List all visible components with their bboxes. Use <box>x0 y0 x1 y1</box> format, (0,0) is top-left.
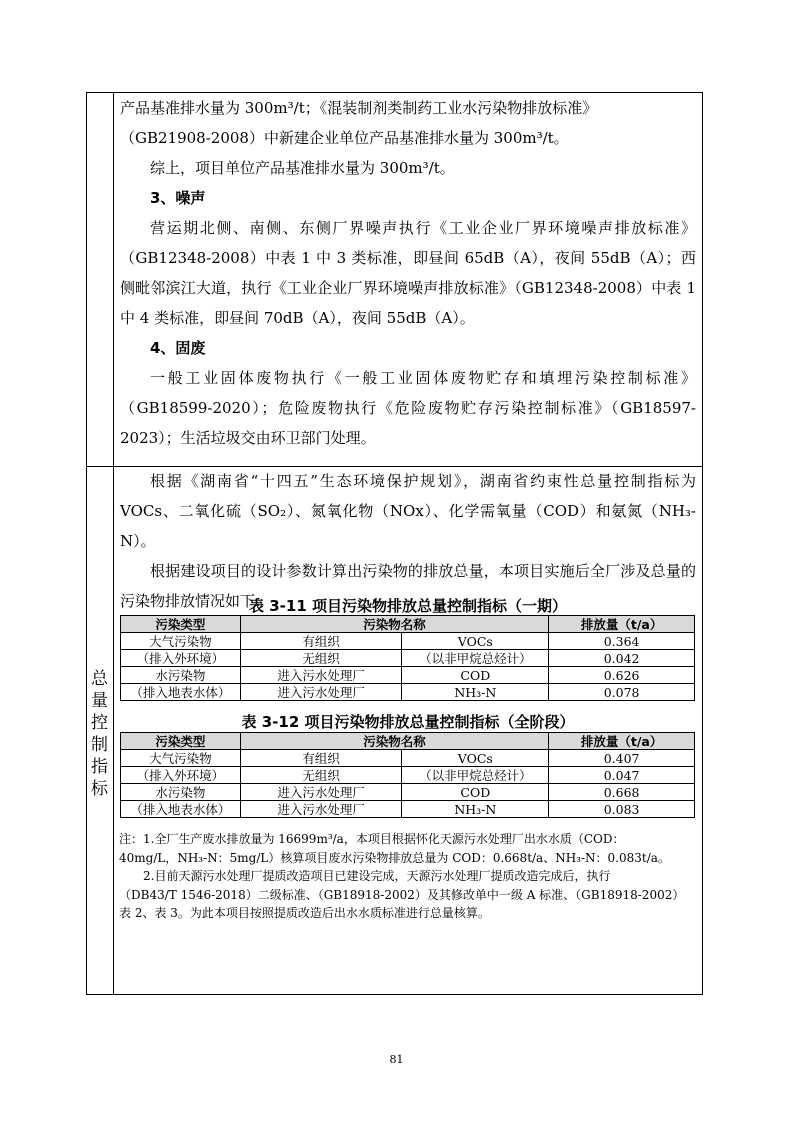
cell-type: （排入地表水体） <box>121 801 241 818</box>
table-row <box>121 650 695 667</box>
water-standard-line1: 产品基准排水量为 300m³/t；《混装制剂类制药工业水污染物排放标准》 <box>120 99 598 117</box>
table-row <box>121 784 695 801</box>
cell-type: （排入外环境） <box>121 650 241 667</box>
side-label-char: 量 <box>91 691 108 711</box>
standards-section <box>120 93 696 453</box>
cell-subtype: 进入污水处理厂 <box>240 667 402 684</box>
side-label-char: 控 <box>91 713 108 733</box>
table-header-row <box>121 616 695 633</box>
solid-waste-heading: 4、固废 <box>150 339 206 357</box>
cell-pollutant: （以非甲烷总烃计） <box>402 767 549 784</box>
table-header-row <box>121 733 695 750</box>
total-control-intro: 根据《湖南省“十四五”生态环境保护规划》，湖南省约束性总量控制指标为 VOCs、二氧化硫（SO₂）、氮氧化物（NOx）、化学需氧量（COD）和氨氮（NH₃-N）。 <box>120 472 696 550</box>
cell-amount: 0.078 <box>549 684 695 701</box>
side-label-char: 总 <box>91 669 108 689</box>
cell-type: 水污染物 <box>121 667 241 684</box>
note2-line1: 2.目前天源污水处理厂提质改造项目已建设完成，天源污水处理厂提质改造完成后，执行 <box>143 869 611 883</box>
side-label-char: 指 <box>91 757 108 777</box>
water-summary: 综上，项目单位产品基准排水量为 300m³/t。 <box>150 159 455 177</box>
cell-pollutant: COD <box>402 784 549 801</box>
side-label-char: 标 <box>91 779 108 799</box>
cell-pollutant: NH₃-N <box>402 801 549 818</box>
header-name: 污染物名称 <box>240 733 548 750</box>
cell-amount: 0.083 <box>549 801 695 818</box>
note2-line2: （DB43/T 1546-2018）二级标准、（GB18918-2002）及其修改单中一级 A 标准、（GB18918-2002） <box>119 887 685 902</box>
solid-waste-text: 一般工业固体废物执行《一般工业固体废物贮存和填埋污染控制标准》（GB18599-2020）；危险废物执行《危险废物贮存污染控制标准》（GB18597-2023）；生活垃圾交由环卫部门处理。 <box>120 369 696 447</box>
header-name: 污染物名称 <box>240 616 548 633</box>
table-notes <box>119 830 699 923</box>
note2-line3: 表 2、表 3。为此本项目按照提质改造后出水水质标准进行总量核算。 <box>119 906 490 920</box>
cell-type: （排入外环境） <box>121 767 241 784</box>
cell-type: 大气污染物 <box>121 633 241 650</box>
table2 <box>120 732 695 818</box>
noise-text: 营运期北侧、南侧、东侧厂界噪声执行《工业企业厂界环境噪声排放标准》（GB12348-2008）中表 1 中 3 类标准，即昼间 65dB（A），夜间 55dB（A）；西侧毗邻滨江大道，执行《工业企业厂界环境噪声排放标准》（GB12348-2008）中表 1 中 4 类标准，即昼间 70dB（A），夜间 55dB（A）。 <box>120 219 696 327</box>
table1 <box>120 615 695 701</box>
header-amount: 排放量（t/a） <box>549 616 695 633</box>
cell-pollutant: VOCs <box>402 633 549 650</box>
noise-heading: 3、噪声 <box>150 189 206 207</box>
cell-amount: 0.364 <box>549 633 695 650</box>
cell-pollutant: VOCs <box>402 750 549 767</box>
water-standard-line2: （GB21908-2008）中新建企业单位产品基准排水量为 300m³/t。 <box>120 129 569 147</box>
cell-pollutant: NH₃-N <box>402 684 549 701</box>
table-row <box>121 684 695 701</box>
table1-title: 表 3-11 项目污染物排放总量控制指标（一期） <box>249 597 567 615</box>
cell-subtype: 无组织 <box>240 767 402 784</box>
cell-subtype: 进入污水处理厂 <box>240 801 402 818</box>
cell-amount: 0.047 <box>549 767 695 784</box>
section-side-label <box>86 668 113 800</box>
table-row <box>121 767 695 784</box>
cell-subtype: 进入污水处理厂 <box>240 784 402 801</box>
cell-type: 水污染物 <box>121 784 241 801</box>
cell-amount: 0.042 <box>549 650 695 667</box>
cell-type: （排入地表水体） <box>121 684 241 701</box>
total-control-section <box>120 466 696 616</box>
note1-line2: 40mg/L，NH₃-N：5mg/L）核算项目废水污染物排放总量为 COD：0.668t/a、NH₃-N：0.083t/a。 <box>119 850 670 865</box>
cell-amount: 0.668 <box>549 784 695 801</box>
cell-subtype: 有组织 <box>240 750 402 767</box>
cell-type: 大气污染物 <box>121 750 241 767</box>
cell-subtype: 无组织 <box>240 650 402 667</box>
header-amount: 排放量（t/a） <box>549 733 695 750</box>
table-row <box>121 801 695 818</box>
table-row <box>121 633 695 650</box>
cell-amount: 0.407 <box>549 750 695 767</box>
cell-subtype: 进入污水处理厂 <box>240 684 402 701</box>
cell-pollutant: COD <box>402 667 549 684</box>
cell-subtype: 有组织 <box>240 633 402 650</box>
total-control-basis: 根据建设项目的设计参数计算出污染物的排放总量，本项目实施后全厂涉及总量的污染物排放情况如下： <box>120 562 696 610</box>
cell-pollutant: （以非甲烷总烃计） <box>402 650 549 667</box>
header-type: 污染类型 <box>121 733 241 750</box>
cell-amount: 0.626 <box>549 667 695 684</box>
note1-line1: 注：1.全厂生产废水排放量为 16699m³/a，本项目根据怀化天源污水处理厂出水水质（COD： <box>119 832 625 846</box>
column-divider <box>113 92 114 995</box>
table-row <box>121 750 695 767</box>
side-label-char: 制 <box>91 735 108 755</box>
table2-title: 表 3-12 项目污染物排放总量控制指标（全阶段） <box>241 713 575 731</box>
page-number: 81 <box>389 1053 404 1066</box>
table-row <box>121 667 695 684</box>
header-type: 污染类型 <box>121 616 241 633</box>
